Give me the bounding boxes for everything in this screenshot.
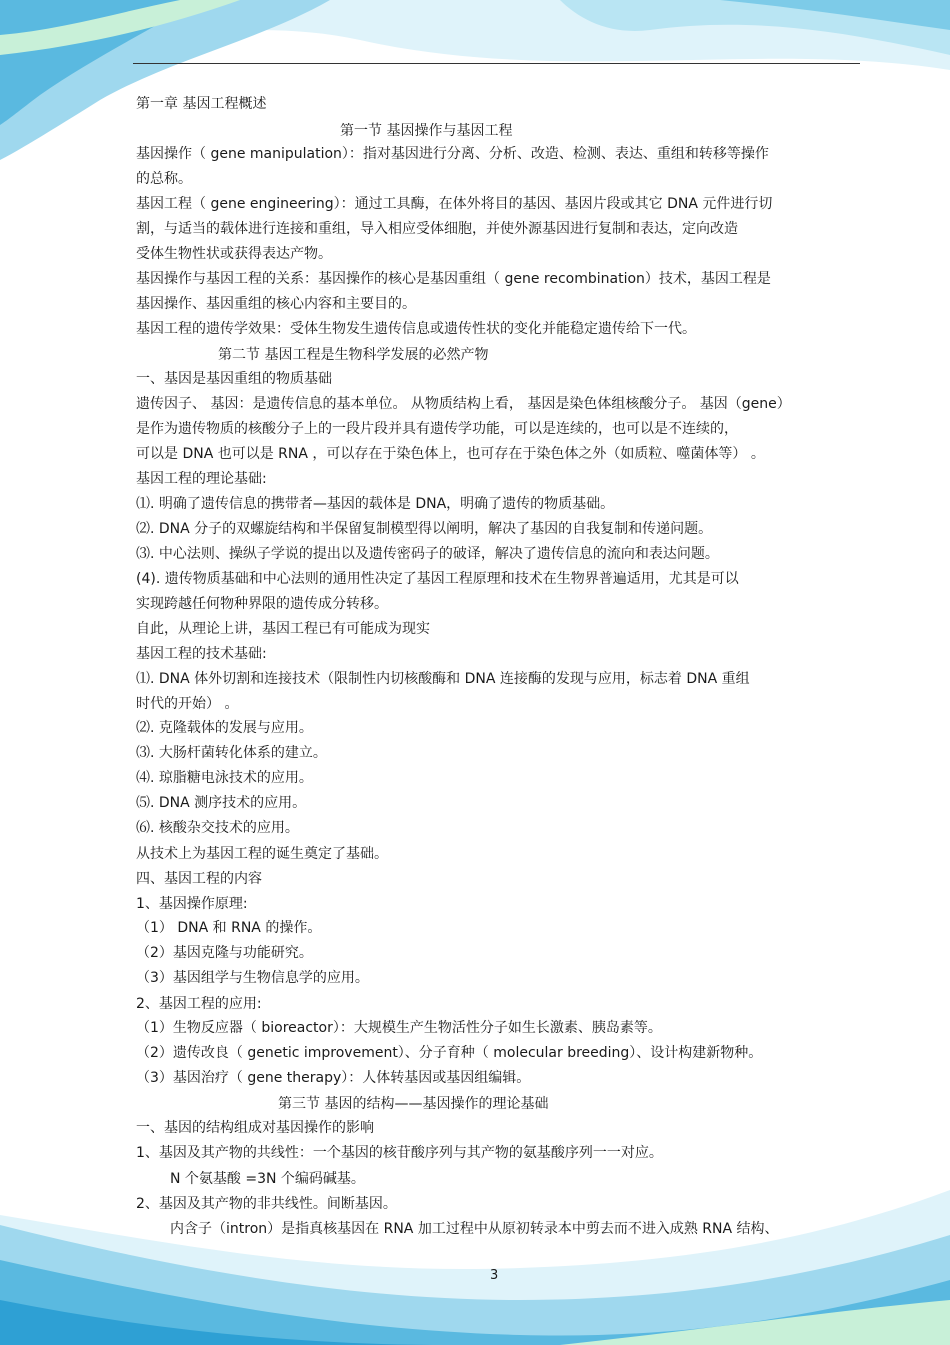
list-item: ⑵. 克隆载体的发展与应用。 bbox=[136, 720, 313, 736]
list-item: ⑴. DNA 体外切割和连接技术（限制性内切核酸酶和 DNA 连接酶的发现与应用，标志着 DNA 重组 bbox=[136, 671, 750, 687]
header-rule bbox=[133, 63, 860, 64]
list-item: （3）基因组学与生物信息学的应用。 bbox=[136, 970, 369, 986]
subheading: 基因工程的理论基础: bbox=[136, 471, 267, 487]
list-item: ⑶. 大肠杆菌转化体系的建立。 bbox=[136, 745, 327, 761]
page-number: 3 bbox=[490, 1268, 499, 1283]
list-item: （2）遗传改良（ genetic improvement）、分子育种（ molecular breeding）、设计构建新物种。 bbox=[136, 1045, 763, 1061]
subheading: 一、基因是基因重组的物质基础 bbox=[136, 371, 332, 387]
paragraph-line: 1、基因及其产物的共线性：一个基因的核苷酸序列与其产物的氨基酸序列一一对应。 bbox=[136, 1145, 663, 1161]
list-item: ⑴. 明确了遗传信息的携带者—基因的载体是 DNA，明确了遗传的物质基础。 bbox=[136, 496, 615, 512]
list-item: ⑶. 中心法则、操纵子学说的提出以及遗传密码子的破译，解决了遗传信息的流向和表达问题。 bbox=[136, 546, 719, 562]
paragraph-line: 基因操作（ gene manipulation）：指对基因进行分离、分析、改造、检测、表达、重组和转移等操作 bbox=[136, 146, 769, 162]
list-item: （1） DNA 和 RNA 的操作。 bbox=[136, 920, 322, 936]
paragraph-line: 遗传因子、 基因：是遗传信息的基本单位。 从物质结构上看， 基因是染色体组核酸分子。 基因（gene） bbox=[136, 396, 791, 412]
paragraph-line: 割，与适当的载体进行连接和重组，导入相应受体细胞，并使外源基因进行复制和表达，定向改造 bbox=[136, 221, 738, 237]
paragraph-line: 受体生物性状或获得表达产物。 bbox=[136, 246, 332, 262]
list-item: ⑹. 核酸杂交技术的应用。 bbox=[136, 820, 299, 836]
list-item: ⑸. DNA 测序技术的应用。 bbox=[136, 795, 307, 811]
paragraph-line: 基因操作与基因工程的关系：基因操作的核心是基因重组（ gene recombination）技术，基因工程是 bbox=[136, 271, 771, 287]
list-item: ⑵. DNA 分子的双螺旋结构和半保留复制模型得以阐明，解决了基因的自我复制和传递问题。 bbox=[136, 521, 713, 537]
list-item: （1）生物反应器（ bioreactor）：大规模生产生物活性分子如生长激素、胰岛素等。 bbox=[136, 1020, 662, 1036]
paragraph-line: 内含子（intron）是指真核基因在 RNA 加工过程中从原初转录本中剪去而不进入成熟 RNA 结构、 bbox=[170, 1221, 779, 1237]
paragraph-line: 基因操作、基因重组的核心内容和主要目的。 bbox=[136, 296, 416, 312]
chapter-title: 第一章 基因工程概述 bbox=[136, 96, 267, 112]
list-item: （2）基因克隆与功能研究。 bbox=[136, 945, 313, 961]
paragraph-line: 自此，从理论上讲，基因工程已有可能成为现实 bbox=[136, 621, 430, 637]
subheading: 基因工程的技术基础: bbox=[136, 646, 267, 662]
section-heading: 第三节 基因的结构——基因操作的理论基础 bbox=[278, 1096, 549, 1112]
list-item: ⑷. 琼脂糖电泳技术的应用。 bbox=[136, 770, 313, 786]
subheading: 1、基因操作原理: bbox=[136, 896, 248, 912]
list-item: 时代的开始） 。 bbox=[136, 696, 239, 712]
list-item: (4). 遗传物质基础和中心法则的通用性决定了基因工程原理和技术在生物界普遍适用，尤其是可以 bbox=[136, 571, 739, 587]
paragraph-line: 基因工程（ gene engineering）：通过工具酶，在体外将目的基因、基因片段或其它 DNA 元件进行切 bbox=[136, 196, 773, 212]
paragraph-line: 2、基因及其产物的非共线性。间断基因。 bbox=[136, 1196, 397, 1212]
section-heading: 第一节 基因操作与基因工程 bbox=[340, 123, 513, 139]
paragraph-line: N 个氨基酸 =3N 个编码碱基。 bbox=[170, 1171, 365, 1187]
subheading: 2、基因工程的应用: bbox=[136, 996, 262, 1012]
section-heading: 第二节 基因工程是生物科学发展的必然产物 bbox=[218, 347, 489, 363]
paragraph-line: 是作为遗传物质的核酸分子上的一段片段并具有遗传学功能，可以是连续的，也可以是不连续的， bbox=[136, 421, 738, 437]
paragraph-line: 的总称。 bbox=[136, 171, 192, 187]
subheading: 一、基因的结构组成对基因操作的影响 bbox=[136, 1120, 374, 1136]
list-item: （3）基因治疗（ gene therapy）：人体转基因或基因组编辑。 bbox=[136, 1070, 531, 1086]
subheading: 四、基因工程的内容 bbox=[136, 871, 262, 887]
paragraph-line: 可以是 DNA 也可以是 RNA ，可以存在于染色体上，也可存在于染色体之外（如质粒、噬菌体等） 。 bbox=[136, 446, 765, 462]
list-item: 实现跨越任何物种界限的遗传成分转移。 bbox=[136, 596, 388, 612]
paragraph-line: 从技术上为基因工程的诞生奠定了基础。 bbox=[136, 846, 388, 862]
paragraph-line: 基因工程的遗传学效果：受体生物发生遗传信息或遗传性状的变化并能稳定遗传给下一代。 bbox=[136, 321, 696, 337]
